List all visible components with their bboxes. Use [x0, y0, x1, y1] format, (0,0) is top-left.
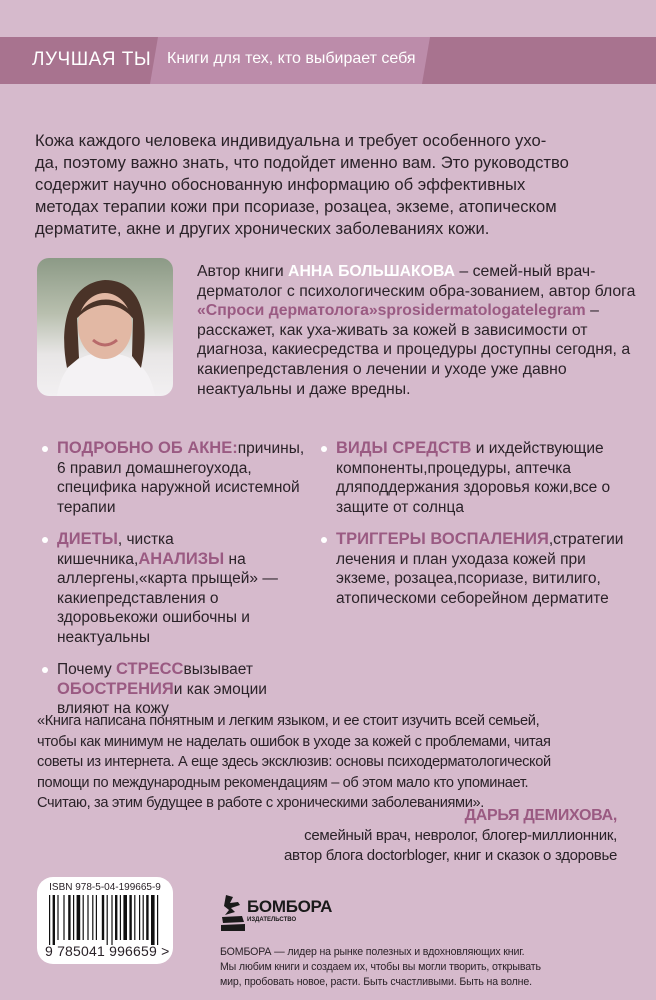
text-line: [37, 752, 551, 773]
text-segment: содержит научно обоснованную информацию об эффективных: [35, 175, 526, 194]
barcode-bar: [134, 895, 135, 940]
highlight-text: ВИДЫ СРЕДСТВ: [336, 439, 472, 457]
barcode-bar: [68, 895, 70, 940]
text-line: [35, 218, 569, 240]
text-line: [197, 263, 523, 280]
author-bio: [197, 262, 656, 399]
text-segment: дерматите, акне и других хронических заболеваниях кожи.: [35, 219, 490, 238]
publisher-name: БОМБОРА: [247, 897, 333, 916]
text-line: [336, 440, 505, 457]
bullet-dot-icon: [42, 446, 48, 452]
publisher-line: БОМБОРА — лидер на рынке полезных и вдохновляющих книг.: [220, 946, 525, 958]
barcode-bars: [49, 895, 161, 945]
highlight-text: ОБОСТРЕНИЯ: [57, 679, 174, 698]
text-segment: Считаю, за этим будущее в работе с хроническими заболеваниями».: [37, 795, 485, 811]
bullet-dot-icon: [42, 537, 48, 543]
text-segment: системной терапии: [57, 479, 300, 516]
isbn-barcode: [37, 877, 173, 964]
text-segment: ный врач-дерматолог с психологическим обра-: [197, 263, 596, 300]
text-segment: советы из интернета. А еще здесь эксклюзив: основы психодерматологической: [37, 754, 551, 770]
barcode-bar: [143, 895, 144, 940]
barcode-bar: [63, 895, 64, 940]
highlight-text: ПОДРОБНО ОБ АКНЕ:: [57, 439, 238, 457]
text-segment: помощи по международным рекомендациям – об этом мало кто упоминает.: [37, 774, 529, 791]
bullet-dot-icon: [42, 667, 48, 673]
text-line: [35, 130, 569, 152]
highlight-text: ДИЕТЫ: [57, 530, 118, 548]
text-segment: все о защите от солнца: [336, 479, 611, 516]
text-segment: ,: [548, 531, 554, 548]
author-photo: [37, 258, 173, 396]
barcode-bar: [120, 895, 121, 940]
barcode-bar: [146, 895, 148, 940]
feature-bullet: [57, 660, 312, 719]
publisher-subtitle: ИЗДАТЕЛЬСТВО: [247, 917, 297, 923]
text-segment: «Книга написана понятным и легким языком, и ее стоит изучить всей семьей,: [37, 713, 540, 729]
text-line: [57, 661, 183, 678]
highlight-text: АНАЛИЗЫ: [138, 549, 225, 568]
text-line: [57, 440, 238, 457]
barcode-bar: [115, 895, 117, 940]
text-line: [37, 773, 551, 794]
text-segment: процедуры, аптечка для: [336, 459, 572, 496]
text-segment: методах терапии кожи при псориазе, розацеа, экземе, атопическом: [35, 197, 557, 216]
bullets-left: [57, 439, 312, 732]
quote-attribution: [284, 806, 617, 866]
text-segment: вызывает: [183, 661, 253, 678]
text-line: [35, 152, 569, 174]
barcode-bar: [107, 895, 108, 945]
text-segment: представления о лечении и уходе уже давно не: [197, 360, 567, 398]
barcode-bar: [129, 895, 131, 940]
text-segment: псориазе, витилиго, атопическом: [336, 570, 601, 607]
text-segment: Кожа каждого человека индивидуальна и требует особенного ухо-: [35, 131, 547, 150]
text-line: [428, 590, 609, 607]
text-line: [35, 196, 569, 218]
quote-author-name: ДАРЬЯ ДЕМИХОВА,: [464, 807, 617, 824]
feature-bullet: [336, 439, 636, 517]
text-segment: – расскажет, как уха-: [197, 302, 599, 339]
intro-paragraph: [35, 130, 569, 240]
publisher-logo: [220, 893, 333, 938]
text-segment: чтобы как минимум не наделать ошибок в уходе за кожей с проблемами, читая: [37, 733, 551, 750]
barcode-bar: [96, 895, 97, 940]
barcode-bar: [49, 895, 50, 945]
text-line: [362, 479, 572, 496]
text-segment: да, поэтому важно знать, что подойдет именно вам. Это руководство: [35, 153, 569, 172]
highlight-text: «Спроси дерматолога»: [197, 302, 378, 320]
text-line: [37, 711, 551, 732]
text-segment: живать за кожей в зависимости от диагноза, какие: [197, 321, 588, 359]
text-segment: и их: [471, 440, 506, 457]
publisher-line: Мы любим книги и создаем их, чтобы вы могли творить, открывать: [220, 961, 541, 973]
quote-author-blog: автор блога doctorbloger, книг и сказок о здоровье: [284, 847, 617, 864]
text-segment: – семей-: [455, 263, 523, 280]
text-segment: действующие компоненты,: [336, 440, 604, 477]
text-line: [336, 531, 553, 548]
highlight-text: СТРЕСС: [116, 660, 184, 678]
barcode-bar: [87, 895, 88, 940]
bullet-dot-icon: [321, 446, 327, 452]
text-segment: средства и процедуры доступны сегодня, а какие: [197, 341, 631, 378]
text-line: [37, 732, 551, 753]
feature-bullet: [336, 530, 636, 608]
quote-author-role: семейный врач, невролог, блогер-миллионник,: [304, 827, 617, 844]
publisher-logo-icon: [220, 893, 246, 933]
text-line: [215, 381, 411, 398]
barcode-bar: [139, 895, 140, 940]
barcode-bar: [73, 895, 74, 940]
text-segment: стратегии лечения и план ухода: [336, 531, 624, 568]
barcode-bar: [157, 895, 158, 945]
barcode-bar: [111, 895, 112, 945]
text-line: [35, 174, 569, 196]
barcode-bar: [83, 895, 84, 940]
series-tagline: Книги для тех, кто выбирает себя: [167, 50, 416, 67]
text-segment: кожи ошибочны и неактуальны: [57, 609, 250, 646]
text-segment: ухода, специфика наружной и: [57, 459, 252, 496]
text-segment: представления о здоровье: [57, 589, 219, 626]
publisher-description: [220, 945, 541, 990]
isbn-text: ISBN 978-5-04-199665-9: [49, 882, 161, 893]
barcode-bar: [102, 895, 104, 940]
publisher-line: мир, пробовать новое, расти. Быть счастливыми. Быть на волне.: [220, 976, 532, 988]
review-quote: [37, 711, 551, 814]
barcode-bar: [92, 895, 93, 940]
text-segment: и себорейном дерматите: [427, 589, 609, 607]
text-segment: , чистка кишечника,: [57, 531, 174, 568]
text-segment: на аллергены,: [57, 550, 246, 587]
text-segment: Автор книги: [197, 263, 289, 280]
text-segment: причины, 6 правил домашнего: [57, 440, 305, 477]
text-segment: «карта прыщей» — какие: [57, 570, 278, 607]
barcode-bar: [123, 895, 127, 940]
barcode-bar: [151, 895, 155, 945]
feature-bullet: [57, 530, 312, 647]
bullets-right: [336, 439, 636, 621]
barcode-bar: [57, 895, 58, 940]
highlight-text: ТРИГГЕРЫ ВОСПАЛЕНИЯ: [336, 530, 549, 548]
text-segment: актуальны и даже вредны.: [214, 380, 411, 398]
text-segment: за кожей при экземе, розацеа,: [336, 550, 586, 587]
feature-bullet: [57, 439, 312, 517]
barcode-bar: [77, 895, 81, 940]
barcode-bar: [53, 895, 55, 945]
text-segment: зованием, автор блога: [469, 282, 636, 300]
text-segment: Почему: [57, 661, 117, 678]
text-segment: поддержания здоровья кожи,: [362, 479, 573, 496]
text-segment: и как эмоции влияют на кожу: [57, 680, 267, 717]
highlight-text: sprosidermatologatelegram: [377, 302, 586, 320]
barcode-digits: 9 785041 996659 >: [45, 943, 170, 959]
bullet-dot-icon: [321, 537, 327, 543]
highlight-text: АННА БОЛЬШАКОВА: [288, 263, 455, 280]
series-title: ЛУЧШАЯ ТЫ: [32, 49, 152, 70]
